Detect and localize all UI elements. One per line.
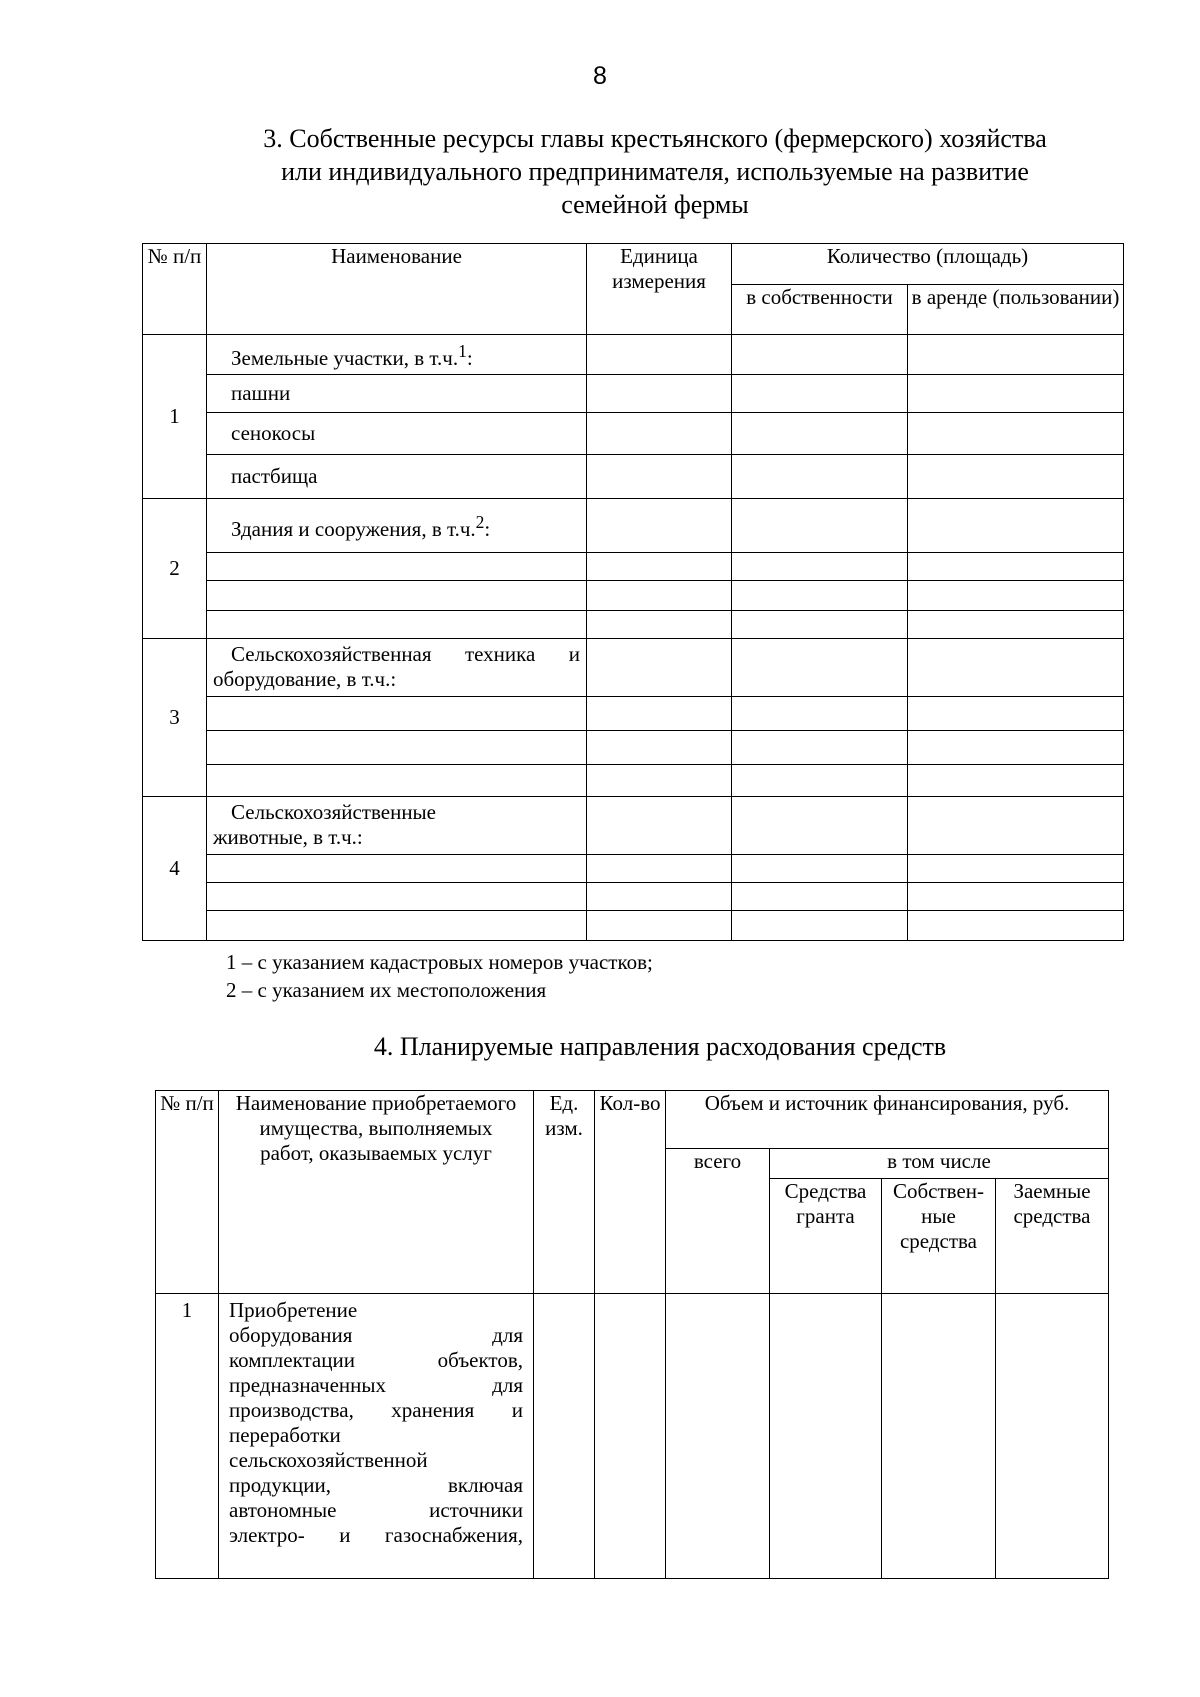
group-2-header-text: Здания и сооружения, в т.ч. bbox=[231, 516, 476, 541]
t2-row1-num: 1 bbox=[156, 1294, 219, 1579]
t2-row1-line-2: оборудования для bbox=[229, 1323, 523, 1347]
group-3-num: 3 bbox=[143, 639, 207, 797]
group-1-header-text: Земельные участки, в т.ч. bbox=[231, 345, 459, 370]
header-name: Наименование bbox=[207, 244, 587, 335]
t2-header-finance: Объем и источник финансирования, руб. bbox=[666, 1091, 1109, 1149]
t2-row1-line-4: предназначенных для bbox=[229, 1373, 523, 1397]
t2-header-including: в том числе bbox=[770, 1149, 1109, 1179]
header-quantity: Количество (площадь) bbox=[732, 244, 1124, 285]
section3-title-line2: или индивидуального предпринимателя, используемые на развитие bbox=[281, 157, 1029, 186]
group-1-item-pastures: пастбища bbox=[207, 455, 587, 499]
t2-row1-line-10: электро- и газоснабжения, bbox=[229, 1523, 523, 1547]
footnote-1: 1 – с указанием кадастровых номеров участков; bbox=[226, 950, 653, 974]
t2-row1-line-6: переработки bbox=[229, 1423, 341, 1447]
group-1-header: Земельные участки, в т.ч.$^1$: bbox=[207, 335, 587, 375]
header-unit: Единица измерения bbox=[587, 244, 732, 335]
section3-title bbox=[190, 122, 1120, 221]
group-2-header: Здания и сооружения, в т.ч.$^2$: bbox=[207, 499, 587, 553]
t2-row1-line-7: сельскохозяйственной bbox=[229, 1448, 428, 1472]
header-owned: в собственности bbox=[732, 285, 908, 335]
t2-header-total: всего bbox=[666, 1149, 770, 1294]
section3-title-line1: 3. Собственные ресурсы главы крестьянского (фермерского) хозяйства bbox=[263, 124, 1047, 153]
expenditure-table bbox=[155, 1090, 1109, 1579]
t2-header-num: № п/п bbox=[156, 1091, 219, 1294]
footnote-ref-1: 1 bbox=[458, 340, 467, 361]
t2-header-borrowed: Заемные средства bbox=[996, 1179, 1109, 1294]
t2-row1-line-9: автономные источники bbox=[229, 1498, 523, 1522]
footnote-2: 2 – с указанием их местоположения bbox=[226, 978, 547, 1002]
footnotes bbox=[226, 948, 653, 1004]
header-num: № п/п bbox=[143, 244, 207, 335]
group-3-header-text: Сельскохозяйственная техника и оборудование, в т.ч.: bbox=[213, 642, 580, 691]
section4-title: 4. Планируемые направления расходования средств bbox=[373, 1032, 947, 1061]
t2-header-name: Наименование приобретаемого имущества, выполняемых работ, оказываемых услуг bbox=[219, 1091, 534, 1294]
header-leased: в аренде (пользовании) bbox=[908, 285, 1124, 335]
t2-header-grant: Средства гранта bbox=[770, 1179, 882, 1294]
footnote-ref-2: 2 bbox=[475, 511, 485, 532]
t2-row1-line-5: производства, хранения и bbox=[229, 1398, 523, 1422]
t2-header-own: Собствен-ные средства bbox=[882, 1179, 996, 1294]
group-4-header bbox=[207, 797, 587, 855]
t2-row1-line-1: Приобретение bbox=[229, 1298, 358, 1322]
t2-row1-line-8: продукции, включая bbox=[229, 1473, 523, 1497]
group-2-num: 2 bbox=[143, 499, 207, 639]
group-1-item-hayfields: сенокосы bbox=[207, 413, 587, 455]
t2-row1-name bbox=[219, 1294, 534, 1579]
group-4-num: 4 bbox=[143, 797, 207, 941]
t2-header-unit: Ед. изм. bbox=[534, 1091, 595, 1294]
group-1-num: 1 bbox=[143, 335, 207, 499]
own-resources-table bbox=[142, 243, 1124, 941]
page-number: 8 bbox=[593, 62, 607, 90]
section3-title-line3: семейной фермы bbox=[561, 190, 749, 219]
t2-row1-line-3: комплектации объектов, bbox=[229, 1348, 523, 1372]
group-1-item-arable: пашни bbox=[207, 375, 587, 413]
t2-header-qty: Кол-во bbox=[595, 1091, 666, 1294]
group-3-header bbox=[207, 639, 587, 697]
group-4-header-text: Сельскохозяйственные животные, в т.ч.: bbox=[213, 800, 436, 849]
